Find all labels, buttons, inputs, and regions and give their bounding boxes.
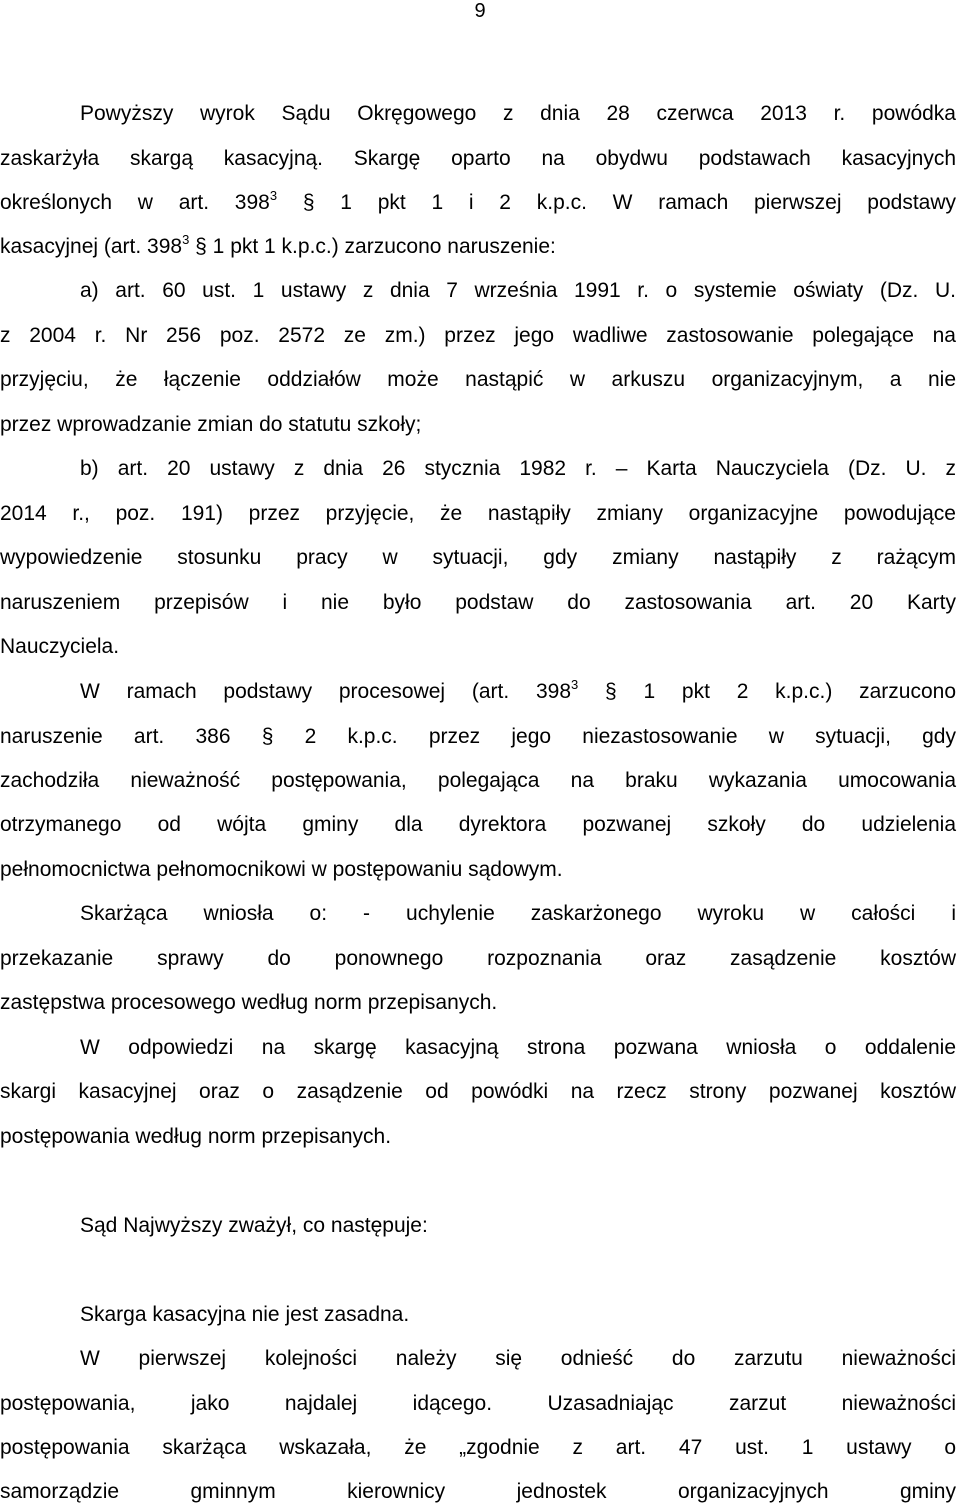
superscript: 3: [182, 232, 190, 247]
superscript: 3: [571, 677, 579, 692]
text-line: przez wprowadzanie zmian do statutu szkoły;: [0, 413, 422, 436]
text-line: przekazanie sprawy do ponownego rozpoznania oraz zasądzenie kosztów: [0, 947, 956, 970]
text-line: a) art. 60 ust. 1 ustawy z dnia 7 września 1991 r. o systemie oświaty (Dz. U.: [80, 279, 956, 302]
text-line: naruszenie art. 386 § 2 k.p.c. przez jego niezastosowanie w sytuacji, gdy: [0, 725, 956, 748]
text-line: zaskarżyła skargą kasacyjną. Skargę oparto na obydwu podstawach kasacyjnych: [0, 147, 956, 170]
text-line: 2014 r., poz. 191) przez przyjęcie, że nastąpiły zmiany organizacyjne powodujące: [0, 502, 956, 525]
text-line: kasacyjnej (art. $398^3$ § 1 pkt 1 k.p.c.) zarzucono naruszenie:: [0, 232, 556, 258]
text-line: Skarżąca wniosła o: - uchylenie zaskarżonego wyroku w całości i: [80, 902, 956, 925]
text-line: postępowania według norm przepisanych.: [0, 1125, 392, 1148]
text-line: otrzymanego od wójta gminy dla dyrektora pozwanej szkoły do udzielenia: [0, 813, 956, 836]
text-line: zastępstwa procesowego według norm przepisanych.: [0, 991, 498, 1014]
text-line: naruszeniem przepisów i nie było podstaw do zastosowania art. 20 Karty: [0, 591, 956, 614]
text-line: Skarga kasacyjna nie jest zasadna.: [80, 1303, 410, 1326]
section-heading: Sąd Najwyższy zważył, co następuje:: [80, 1214, 428, 1237]
text-line: określonych w art. $398^3$ § 1 pkt 1 i 2 k.p.c. W ramach pierwszej podstawy: [0, 188, 956, 214]
text-line: W ramach podstawy procesowej (art. $398^3$ § 1 pkt 2 k.p.c.) zarzucono: [80, 677, 956, 703]
text-line: Powyższy wyrok Sądu Okręgowego z dnia 28 czerwca 2013 r. powódka: [80, 102, 956, 125]
text-line: samorządzie gminnym kierownicy jednostek organizacyjnych gminy: [0, 1480, 956, 1503]
text-line: przyjęciu, że łączenie oddziałów może nastąpić w arkuszu organizacyjnym, a nie: [0, 368, 956, 391]
text-line: W odpowiedzi na skargę kasacyjną strona pozwana wniosła o oddalenie: [80, 1036, 956, 1059]
text-line: wypowiedzenie stosunku pracy w sytuacji, gdy zmiany nastąpiły z rażącym: [0, 546, 956, 569]
text-line: zachodziła nieważność postępowania, polegająca na braku wykazania umocowania: [0, 769, 956, 792]
text-line: postępowania, jako najdalej idącego. Uzasadniając zarzut nieważności: [0, 1392, 956, 1415]
text-line: Nauczyciela.: [0, 635, 120, 658]
text-line: skargi kasacyjnej oraz o zasądzenie od powódki na rzecz strony pozwanej kosztów: [0, 1080, 956, 1103]
superscript: 3: [269, 188, 278, 203]
text-line: pełnomocnictwa pełnomocnikowi w postępowaniu sądowym.: [0, 858, 563, 881]
page-number: 9: [474, 0, 486, 22]
text-line: postępowania skarżąca wskazała, że „zgodnie z art. 47 ust. 1 ustawy o: [0, 1436, 956, 1459]
text-line: b) art. 20 ustawy z dnia 26 stycznia 1982 r. – Karta Nauczyciela (Dz. U. z: [80, 457, 956, 480]
text-line: W pierwszej kolejności należy się odnieść do zarzutu nieważności: [80, 1347, 956, 1370]
text-line: z 2004 r. Nr 256 poz. 2572 ze zm.) przez jego wadliwe zastosowanie polegające na: [0, 324, 956, 347]
